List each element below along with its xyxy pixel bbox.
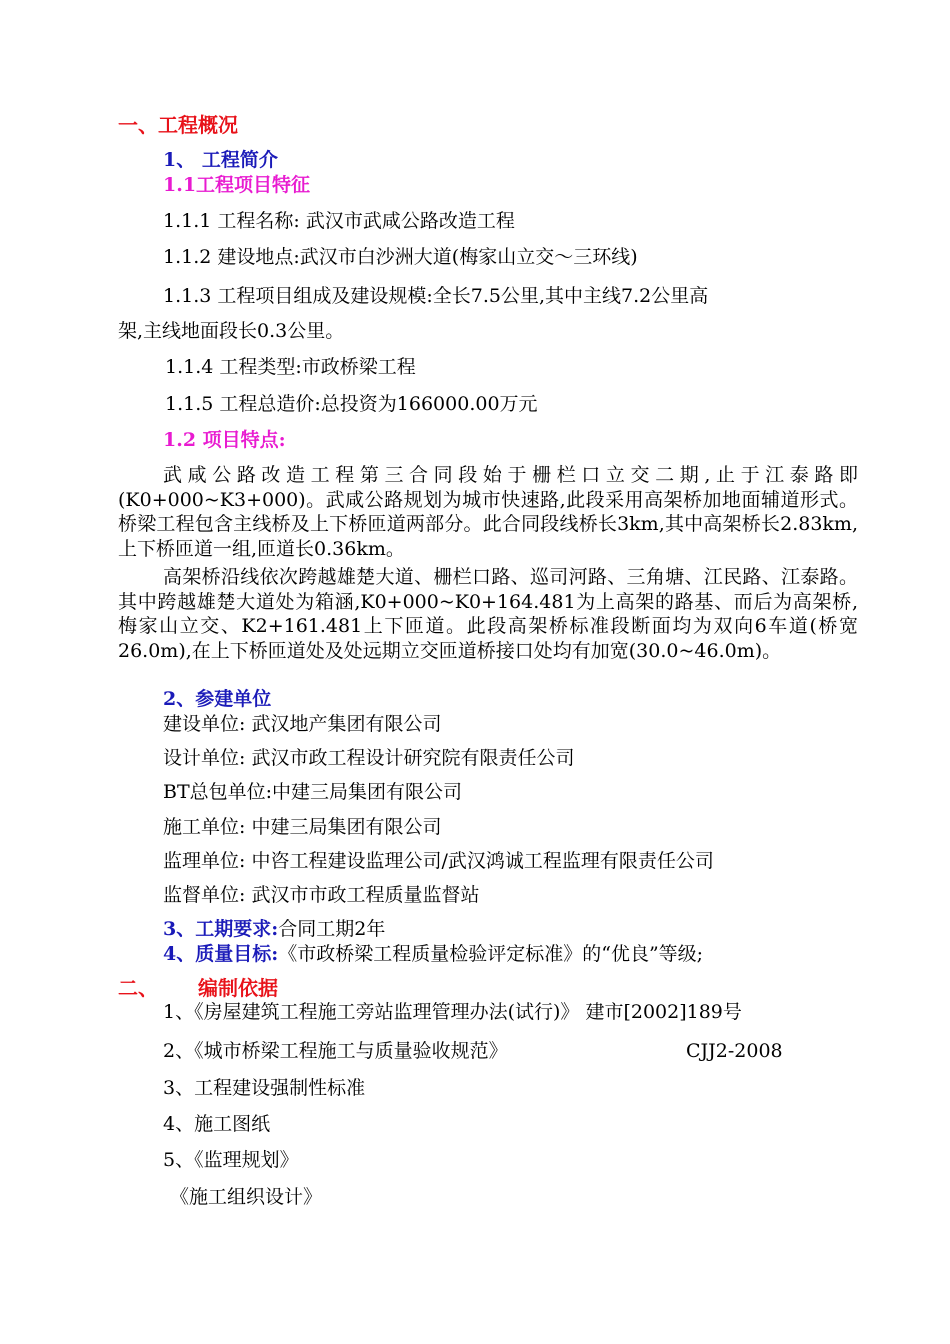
project-features-paragraph-2: 高架桥沿线依次跨越雄楚大道、栅栏口路、巡司河路、三角塘、江民路、江泰路。其中跨越雄楚大道处为箱涵,K0+000~K0+164.481为上高架的路基、而后为高架桥,梅家山立交、K2+161.481上下匝道。此段高架桥标准段断面均为双向6车道(桥宽26.0m),在上下桥匝道处及处远期立交匝道桥接口处均有加宽(30.0~46.0m)。 bbox=[118, 566, 858, 662]
subsection-1-2-heading: 1.2 项目特点: bbox=[163, 429, 286, 451]
item-1-1-2: 1.1.2 建设地点:武汉市白沙洲大道(梅家山立交～三环线) bbox=[163, 246, 638, 268]
item-1-1-3-cont: 架,主线地面段长0.3公里。 bbox=[118, 320, 345, 342]
unit-inspection: 监督单位: 武汉市市政工程质量监督站 bbox=[163, 884, 480, 906]
section-1-heading: 一、工程概况 bbox=[118, 113, 238, 137]
unit-construction: 建设单位: 武汉地产集团有限公司 bbox=[163, 713, 442, 735]
basis-item-1: 1、《房屋建筑工程施工旁站监理管理办法(试行)》 建市[2002]189号 bbox=[163, 1001, 742, 1023]
item-1-1-5: 1.1.5 工程总造价:总投资为166000.00万元 bbox=[165, 393, 538, 415]
section-2-title: 编制依据 bbox=[198, 976, 278, 1000]
basis-item-6: 《施工组织设计》 bbox=[170, 1186, 323, 1208]
basis-item-4: 4、施工图纸 bbox=[163, 1113, 271, 1135]
project-features-paragraph-1: 武咸公路改造工程第三合同段始于栅栏口立交二期,止于江泰路即(K0+000~K3+000)。武咸公路规划为城市快速路,此段采用高架桥加地面辅道形式。桥梁工程包含主线桥及上下桥匝道两部分。此合同段线桥长3km,其中高架桥长2.83km,上下桥匝道一组,匝道长0.36km。 bbox=[118, 464, 858, 560]
unit-design: 设计单位: 武汉市政工程设计研究院有限责任公司 bbox=[163, 747, 575, 769]
basis-item-3: 3、工程建设强制性标准 bbox=[163, 1077, 366, 1099]
basis-item-5: 5、《监理规划》 bbox=[163, 1149, 299, 1171]
item-1-1-3: 1.1.3 工程项目组成及建设规模:全长7.5公里,其中主线7.2公里高 bbox=[163, 285, 709, 307]
schedule-value: 合同工期2年 bbox=[278, 918, 386, 940]
item-1-1-1: 1.1.1 工程名称: 武汉市武咸公路改造工程 bbox=[163, 210, 515, 232]
subsection-1-heading: 1、 工程简介 bbox=[163, 149, 278, 171]
subsection-2-heading: 2、参建单位 bbox=[163, 688, 272, 710]
section-2-number: 二、 bbox=[118, 976, 158, 1000]
quality-value: 《市政桥梁工程质量检验评定标准》的“优良”等级; bbox=[278, 943, 704, 965]
item-1-1-4: 1.1.4 工程类型:市政桥梁工程 bbox=[165, 356, 416, 378]
quality-line bbox=[163, 942, 703, 966]
unit-supervisor: 监理单位: 中咨工程建设监理公司/武汉鸿诚工程监理有限责任公司 bbox=[163, 850, 714, 872]
schedule-label: 3、工期要求: bbox=[163, 918, 279, 940]
schedule-line bbox=[163, 917, 385, 941]
quality-label: 4、质量目标: bbox=[163, 943, 279, 965]
subsection-1-1-heading: 1.1工程项目特征 bbox=[163, 174, 311, 196]
basis-item-2-code: CJJ2-2008 bbox=[686, 1040, 783, 1062]
unit-bt-contractor: BT总包单位:中建三局集团有限公司 bbox=[163, 781, 463, 803]
basis-item-2: 2、《城市桥梁工程施工与质量验收规范》 bbox=[163, 1040, 508, 1062]
section-2-heading bbox=[118, 976, 278, 1000]
unit-builder: 施工单位: 中建三局集团有限公司 bbox=[163, 816, 442, 838]
